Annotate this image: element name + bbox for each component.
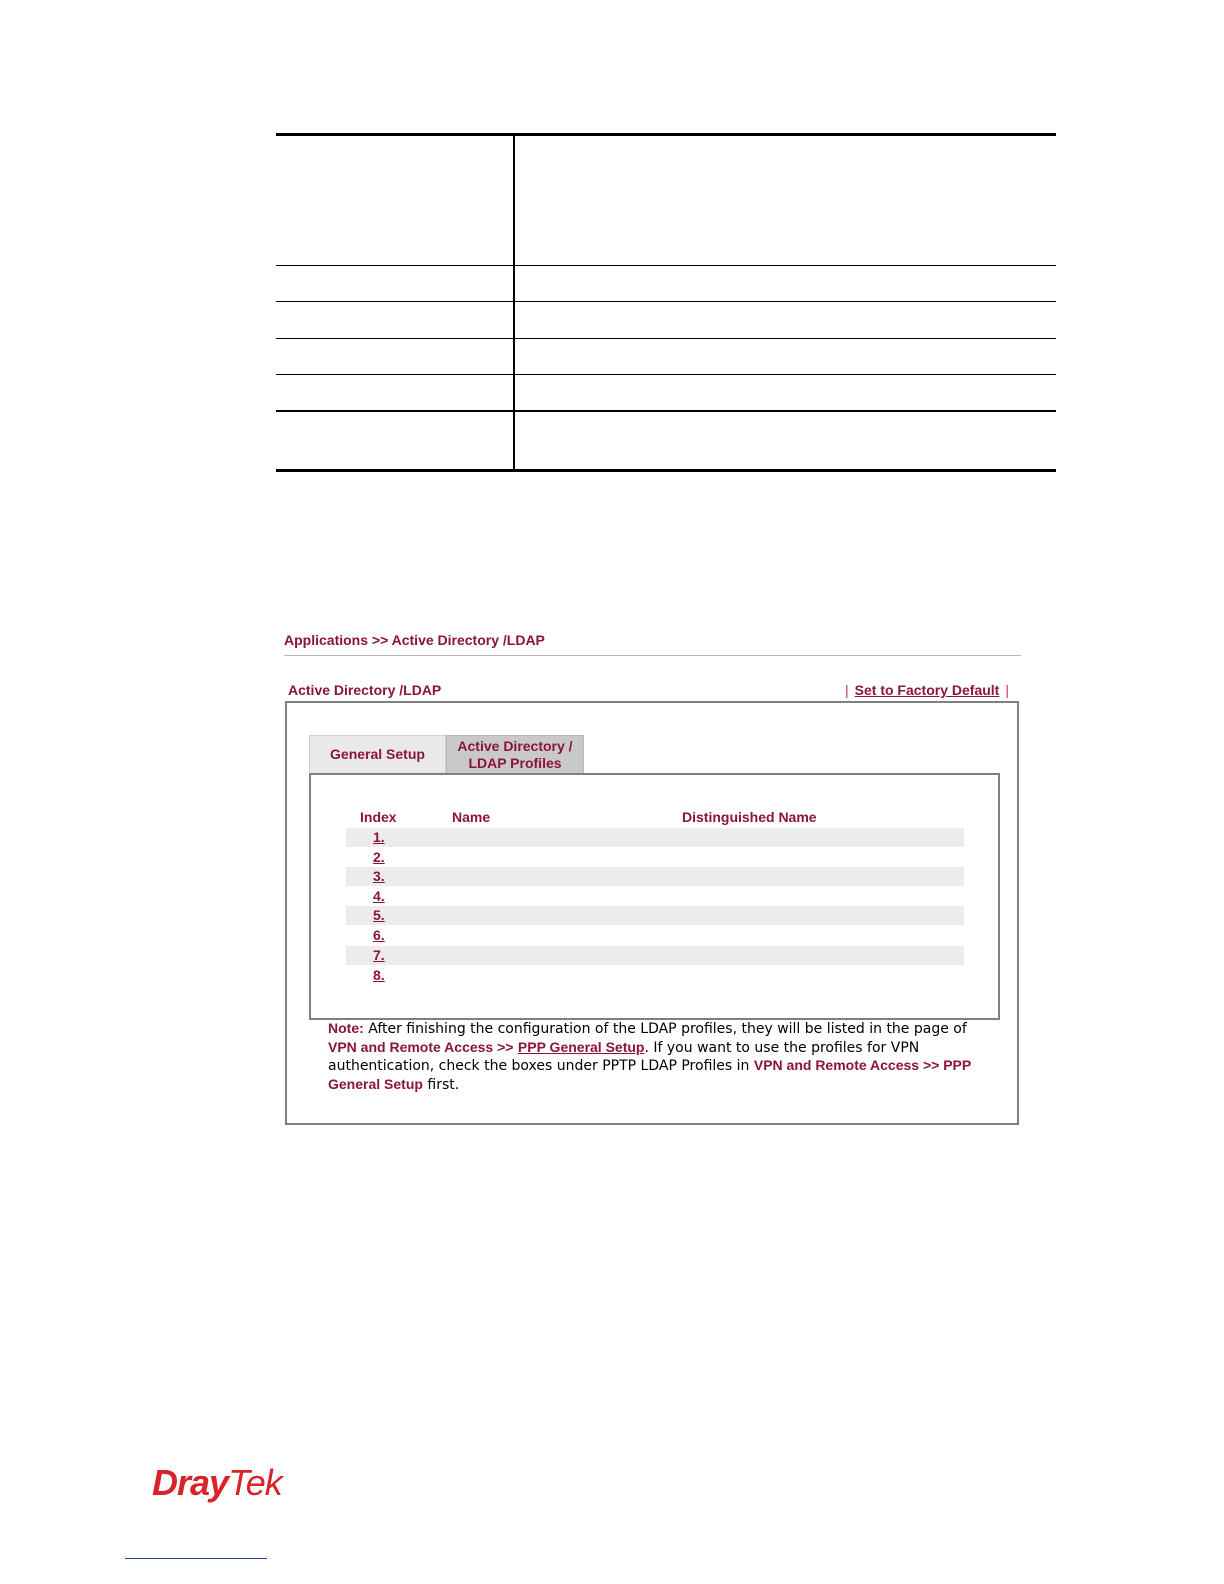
column-header-name: Name <box>452 809 491 825</box>
note-text-part: first. <box>427 1077 460 1094</box>
factory-default-area <box>839 682 1015 698</box>
profile-index-link[interactable]: 5. <box>373 907 385 923</box>
note-menu-path: VPN and Remote Access >> <box>328 1038 514 1055</box>
table-row <box>346 887 964 906</box>
table-row-rule <box>276 301 1056 302</box>
profile-index-link[interactable]: 2. <box>373 849 385 865</box>
breadcrumb-divider <box>284 655 1021 656</box>
tab-ldap-profiles[interactable] <box>446 735 584 773</box>
table-row-rule <box>276 374 1056 375</box>
table-row <box>346 848 964 867</box>
footer-rule <box>125 1558 267 1559</box>
section-title: Active Directory /LDAP <box>288 682 442 698</box>
tab-general-setup[interactable] <box>309 735 446 773</box>
draytek-logo <box>152 1462 282 1504</box>
ppp-general-setup-link[interactable]: PPP General Setup <box>517 1038 645 1055</box>
note-text <box>328 1020 978 1095</box>
tab-label: General Setup <box>330 746 425 762</box>
table-bottom-rule <box>276 469 1056 472</box>
table-column-divider <box>513 133 515 472</box>
profile-index-link[interactable]: 4. <box>373 888 385 904</box>
table-row <box>346 828 964 847</box>
logo-tek: Tek <box>228 1462 282 1503</box>
tab-label: Active Directory / LDAP Profiles <box>457 737 573 771</box>
logo-dray: Dray <box>152 1462 229 1503</box>
set-factory-default-link[interactable]: Set to Factory Default <box>854 682 1000 698</box>
note-menu-path: VPN and Remote Access >> PPP General Setup <box>328 1057 971 1093</box>
profile-index-link[interactable]: 1. <box>373 829 385 845</box>
column-header-index: Index <box>360 809 397 825</box>
description-table <box>276 133 1056 472</box>
table-top-rule <box>276 133 1056 136</box>
profile-index-link[interactable]: 6. <box>373 927 385 943</box>
profile-index-link[interactable]: 3. <box>373 868 385 884</box>
profile-index-link[interactable]: 7. <box>373 947 385 963</box>
profile-index-link[interactable]: 8. <box>373 967 385 983</box>
breadcrumb: Applications >> Active Directory /LDAP <box>284 632 545 648</box>
table-row <box>346 906 964 925</box>
note-text-part: After finishing the configuration of the LDAP profiles, they will be listed in the page of <box>368 1021 967 1037</box>
separator: | <box>845 682 849 698</box>
note-label: Note: <box>328 1020 364 1036</box>
table-row <box>346 926 964 945</box>
note-text-part: . If you want to use the profiles for VPN authentication, check the boxes under PPTP LDAP Profiles in <box>328 1039 920 1075</box>
table-row-rule <box>276 265 1056 266</box>
column-header-distinguished-name: Distinguished Name <box>682 809 817 825</box>
table-row <box>346 946 964 965</box>
separator: | <box>1005 682 1009 698</box>
table-row <box>346 867 964 886</box>
table-row-rule <box>276 338 1056 339</box>
table-row-rule <box>276 410 1056 412</box>
table-row <box>346 966 964 985</box>
